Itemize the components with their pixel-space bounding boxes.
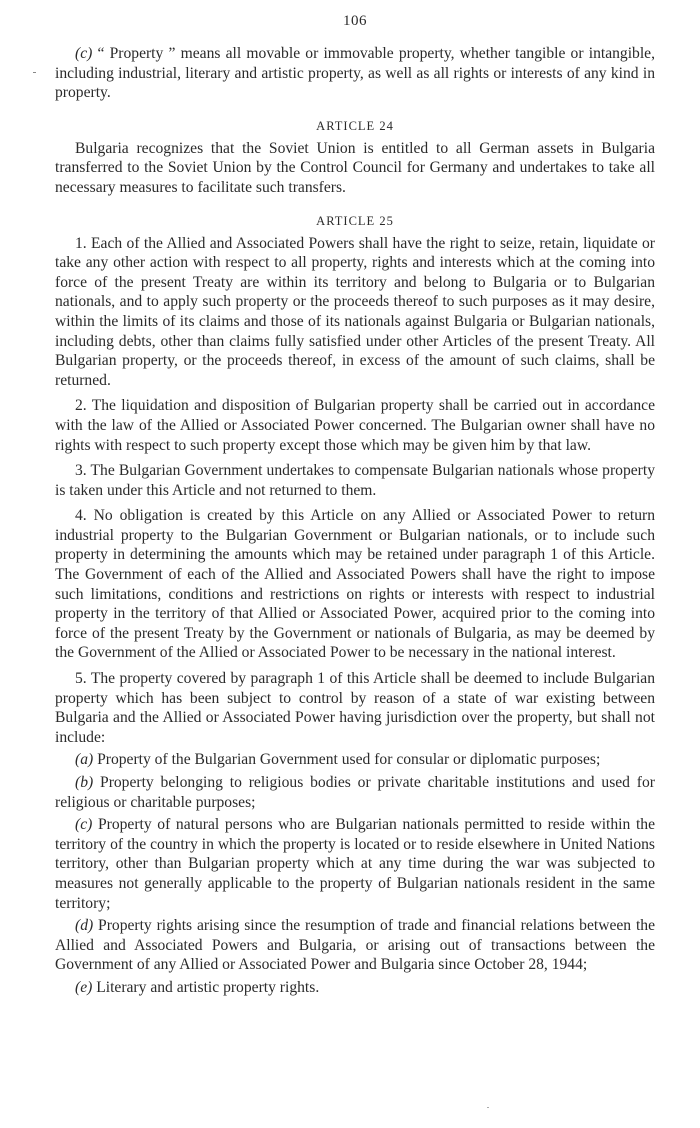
definition-marker: (c): [75, 45, 93, 62]
sub-item-marker: (d): [75, 917, 94, 935]
article-25-paragraph-4: 4. No obligation is created by this Article on any Allied or Associated Power to return industrial property to the Bulgarian Government or Bulgarian nationals, or to include such property in determining the amounts which may be retained under paragraph 1 of this Article. The Government of each of the Allied and Associated Powers shall have the right to impose such limitations, conditions and restrictions on rights or interests with respect to industrial property in the territory of that Allied or Associated Power, acquired prior to the coming into force of the present Treaty by the Government or nationals of Bulgaria, as may be deemed by the Government of the Allied or Associated Power to be necessary in the national interest.: [55, 507, 655, 662]
sub-item-text: Property belonging to religious bodies or private charitable institutions and used for religious or charitable purposes;: [55, 774, 655, 811]
article-24-heading: ARTICLE 24: [316, 118, 394, 133]
sub-item-marker: (b): [75, 774, 94, 791]
sub-item-b: [55, 773, 655, 812]
sub-item-marker: (a): [75, 751, 94, 769]
margin-mark: [33, 72, 36, 73]
article-25-paragraph-2: 2. The liquidation and disposition of Bulgarian property shall be carried out in accordance with the law of the Allied or Associated Power concerned. The Bulgarian owner shall have no rights with respect to such property except those which may be given him by that law.: [55, 397, 655, 454]
article-25-heading: ARTICLE 25: [316, 213, 394, 228]
sub-item-c: [55, 815, 655, 913]
sub-item-e: [55, 978, 655, 998]
sub-item-text: Property rights arising since the resumption of trade and financial relations between the Allied and Associated Powers and Bulgaria, or arising out of transactions between the Government of any Allied or Associated Power and Bulgaria since October 28, 1944;: [55, 917, 655, 974]
paper-speck: [487, 1107, 489, 1108]
article-24-text: Bulgaria recognizes that the Soviet Union is entitled to all German assets in Bulgaria transferred to the Soviet Union by the Control Council for Germany and undertakes to take all necessary measures to facilitate such transfers.: [55, 139, 655, 196]
definition-text: “ Property ” means all movable or immovable property, whether tangible or intangible, including industrial, literary and artistic property, as well as all rights or interests of any kind in property.: [55, 45, 655, 102]
article-25-paragraph-1: 1. Each of the Allied and Associated Powers shall have the right to seize, retain, liquidate or take any other action with respect to all property, rights and interests which at the coming into force of the present Treaty are within its territory and belong to Bulgaria or to Bulgarian nationals, and to apply such property or the proceeds thereof to such purposes as it may desire, within the limits of its claims and those of its nationals against Bulgaria or Bulgarian nationals, including debts, other than claims fully satisfied under other Articles of the present Treaty. All Bulgarian property, or the proceeds thereof, in excess of the amount of such claims, shall be returned.: [55, 234, 655, 389]
article-25-paragraph-5: 5. The property covered by paragraph 1 of this Article shall be deemed to include Bulgarian property which has been subject to control by reason of a state of war existing between Bulgaria and the Allied or Associated Power having jurisdiction over the property, but shall not include:: [55, 670, 655, 746]
page-number: 106: [343, 13, 367, 29]
article-25-paragraph-3: 3. The Bulgarian Government undertakes to compensate Bulgarian nationals whose property is taken under this Article and not returned to them.: [55, 462, 655, 499]
sub-item-text: Literary and artistic property rights.: [92, 978, 320, 996]
document-page: [55, 10, 655, 998]
sub-item-a: [55, 750, 655, 770]
sub-item-text: Property of natural persons who are Bulgarian nationals permitted to reside within the territory of the country in which the property is located or to reside elsewhere in United Nations territory, other than Bulgarian property which at any time during the war was subjected to measures not generally applicable to the property of Bulgarian nationals resident in the same territory;: [55, 816, 655, 912]
sub-item-text: Property of the Bulgarian Government used for consular or diplomatic purposes;: [93, 751, 601, 769]
definition-paragraph: [55, 44, 655, 103]
sub-item-marker: (e): [75, 978, 93, 996]
sub-item-d: [55, 916, 655, 975]
sub-item-marker: (c): [75, 816, 93, 834]
